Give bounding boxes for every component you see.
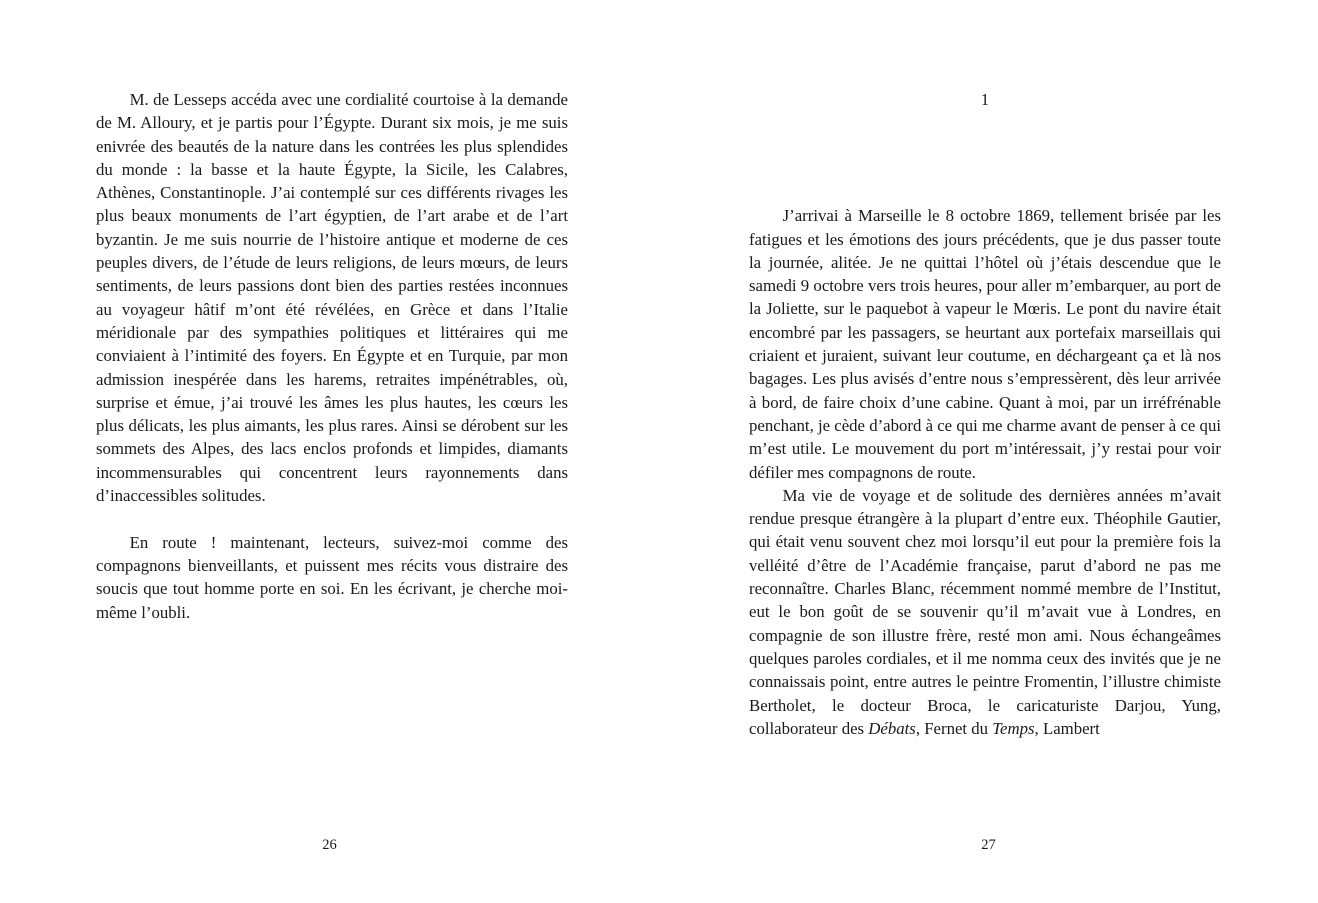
page-right-text-block	[749, 88, 1221, 788]
page-left-text-block	[96, 88, 568, 788]
paragraph-with-italics	[749, 484, 1221, 740]
italic-title: Temps	[992, 718, 1035, 738]
italic-title: Débats	[868, 718, 916, 738]
paragraph: J’arrivai à Marseille le 8 octobre 1869, tellement brisée par les fatigues et les émotions des jours précédents, que je dus passer toute la journée, alitée. Je ne quittai l’hôtel où j’étais descendue que le samedi 9 octobre vers trois heures, pour aller m’embarquer, au port de la Joliette, sur le paquebot à vapeur le Mœris. Le pont du navire était encombré par les passagers, se heurtant aux portefaix marseillais qui criaient et juraient, suivant leur coutume, en déchargeant ça et là nos bagages. Les plus avisés d’entre nous s’empressèrent, dès leur arrivée à bord, de faire choix d’une cabine. Quant à moi, par un irréfrénable penchant, je cède d’abord à ce qui me charme avant de penser à ce qui m’est utile. Le mouvement du port m’intéressait, j’y restai pour voir défiler mes compagnons de route.	[749, 206, 1221, 482]
text-run: , Fernet du	[915, 718, 993, 738]
page-number-right: 27	[981, 837, 996, 853]
page-right	[659, 0, 1318, 903]
paragraph: M. de Lesseps accéda avec une cordialité courtoise à la demande de M. Alloury, et je partis pour l’Égypte. Durant six mois, je me suis enivrée des beautés de la nature dans les contrées les plus splendides du monde : la basse et la haute Égypte, la Sicile, les Calabres, Athènes, Constantinople. J’ai contemplé sur ces différents rivages les plus beaux monuments de l’art égyptien, de l’art arabe et de l’art byzantin. Je me suis nourrie de l’histoire antique et moderne de ces peuples divers, de l’étude de leurs religions, de leurs mœurs, de leurs sentiments, de leurs passions dont bien des parties restées inconnues au voyageur hâtif m’ont été révélées, en Grèce et dans l’Italie méridionale par des sympathies politiques et littéraires qui me conviaient à l’intimité des foyers. En Égypte et en Turquie, par mon admission inespérée dans les harems, retraites impénétrables, où, surprise et émue, j’ai trouvé les âmes les plus hautes, les cœurs les plus délicats, les plus aimants, les plus rares. Ainsi se dérobent sur les sommets des Alpes, des lacs enclos profonds et limpides, diamants incommensurables qui concentrent leurs rayonnements dans d’inaccessibles solitudes.	[96, 90, 568, 506]
chapter-number: 1	[980, 90, 990, 109]
text-run: , Lambert	[1034, 718, 1100, 738]
page-number-left: 26	[322, 837, 337, 853]
paragraph: En route ! maintenant, lecteurs, suivez-moi comme des compagnons bienveillants, et puissent mes récits vous distraire des soucis que tout homme porte en soi. En les écrivant, je cherche moi-même l’oubli.	[96, 532, 568, 622]
chapter-spacer	[749, 111, 1221, 204]
text-run: Ma vie de voyage et de solitude des dernières années m’avait rendue presque étrangère à la plupart d’entre eux. Théophile Gautier, qui était venu souvent chez moi lorsqu’il eut pour la première fois la velléité d’être de l’Académie française, parut d’abord ne pas me reconnaître. Charles Blanc, récemment nommé membre de l’Institut, eut le bon goût de se souvenir qu’il m’avait vue à Londres, en compagnie de son illustre frère, resté mon ami. Nous échangeâmes quelques paroles cordiales, et il me nomma ceux des invités que je ne connaissais point, entre autres le peintre Fromentin, l’illustre chimiste Bertholet, le docteur Broca, le caricaturiste Darjou, Yung, collaborateur des	[749, 485, 1221, 738]
